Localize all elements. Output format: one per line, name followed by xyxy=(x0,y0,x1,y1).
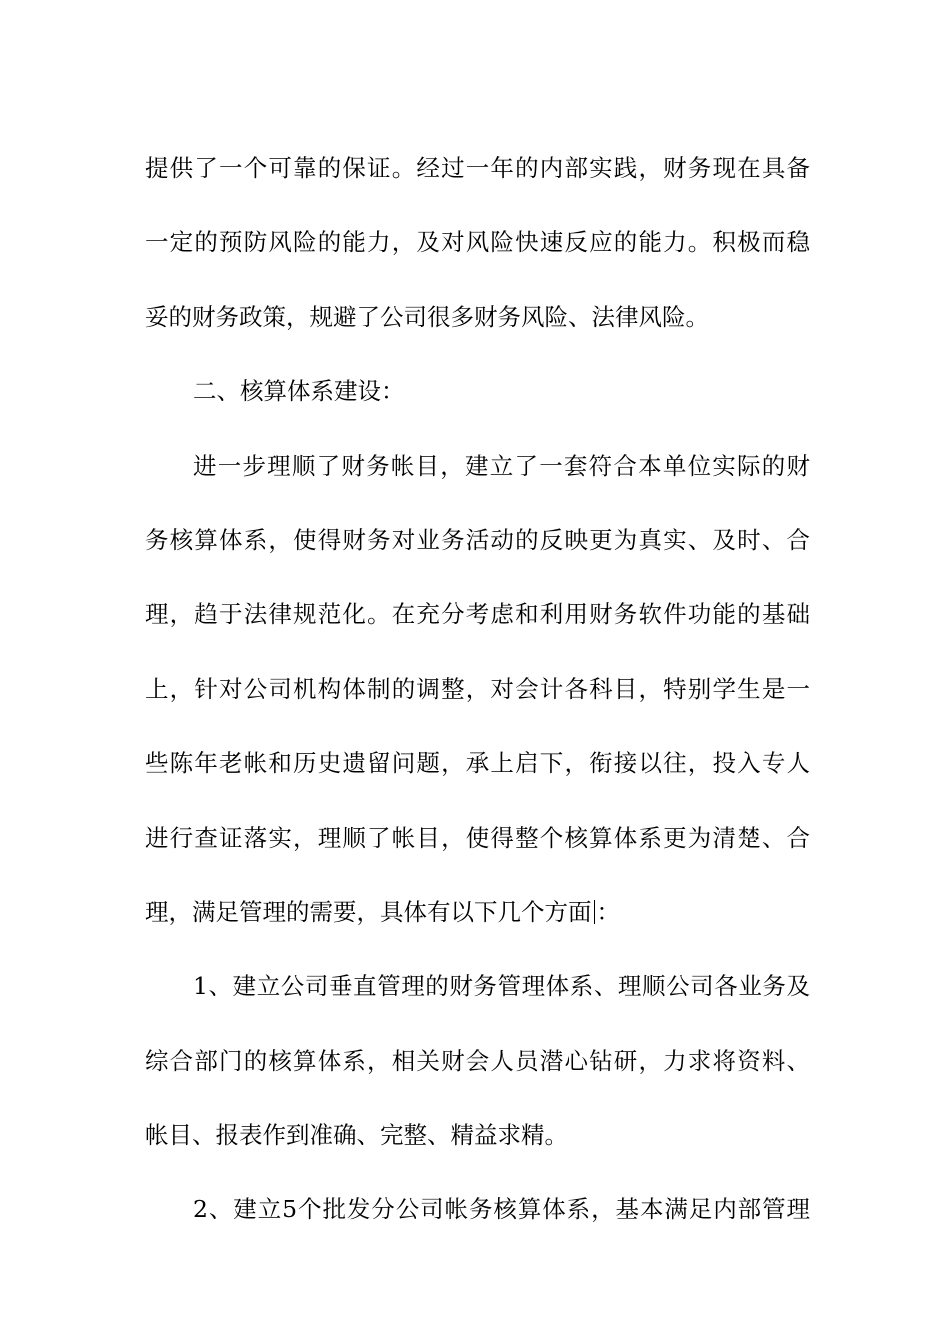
text-line xyxy=(145,875,810,949)
text-segment: ： xyxy=(596,897,620,926)
text-line: 提供了一个可靠的保证。经过一年的内部实践，财务现在具备 xyxy=(145,154,810,182)
text-line: 进行查证落实，理顺了帐目，使得整个核算体系更为清楚、合 xyxy=(145,823,810,852)
text-line: 一定的预防风险的能力，及对风险快速反应的能力。积极而稳 xyxy=(145,228,810,257)
text-line: 务核算体系，使得财务对业务活动的反映更为真实、及时、合 xyxy=(145,525,810,554)
text-line: 上，针对公司机构体制的调整，对会计各科目，特别学生是一 xyxy=(145,674,810,703)
text-segment: 理，满足管理的需要，具体有以下几个方面 xyxy=(145,897,592,926)
text-cursor xyxy=(594,900,595,924)
section-heading: 二、核算体系建设： xyxy=(193,377,405,406)
document-body xyxy=(145,131,810,1247)
text-line: 进一步理顺了财务帐目，建立了一套符合本单位实际的财 xyxy=(193,451,810,480)
text-line: 些陈年老帐和历史遗留问题，承上启下，衔接以往，投入专人 xyxy=(145,749,810,778)
text-line: 妥的财务政策，规避了公司很多财务风险、法律风险。 xyxy=(145,302,709,331)
text-line: 帐目、报表作到准确、完整、精益求精。 xyxy=(145,1121,568,1150)
list-item-line: 1、建立公司垂直管理的财务管理体系、理顺公司各业务及 xyxy=(193,972,810,1001)
text-line: 综合部门的核算体系，相关财会人员潜心钻研，力求将资料、 xyxy=(145,1046,810,1075)
text-line: 理，趋于法律规范化。在充分考虑和利用财务软件功能的基础 xyxy=(145,600,810,629)
list-item-line: 2、建立5个批发分公司帐务核算体系，基本满足内部管理 xyxy=(193,1195,810,1224)
